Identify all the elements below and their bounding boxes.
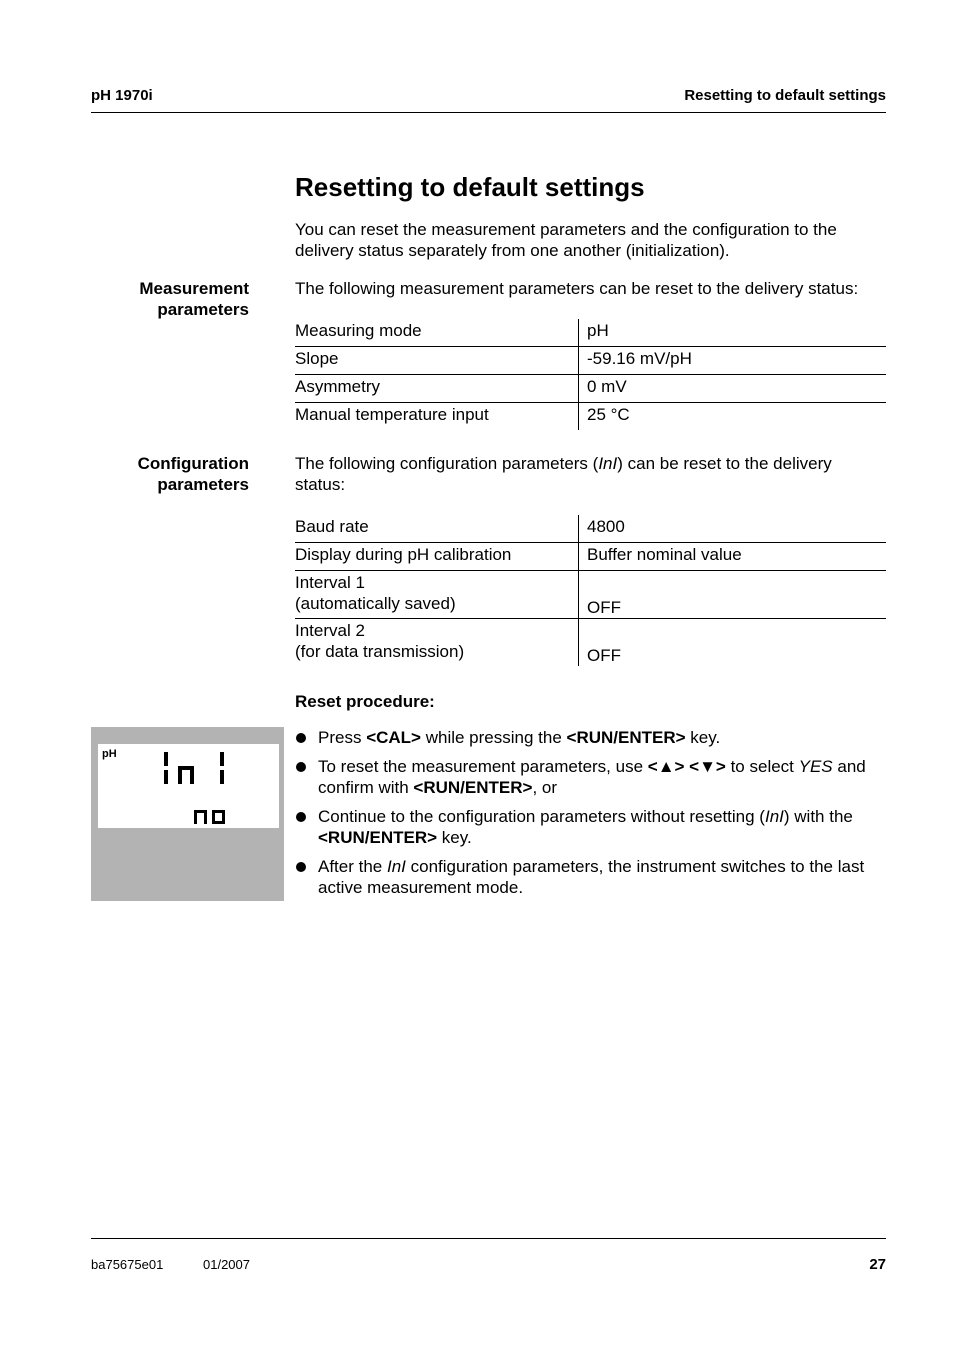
table-row (295, 403, 886, 431)
bullet-icon (296, 762, 306, 772)
param-name-line: (for data transmission) (295, 642, 465, 661)
configuration-text (295, 453, 885, 495)
text-run: Press (318, 728, 367, 747)
lcd-sub-segments (192, 809, 228, 825)
text-run-italic: InI (598, 454, 618, 473)
param-value: pH (587, 321, 609, 340)
lcd-unit-label: pH (102, 748, 117, 760)
text-run-italic: YES (798, 757, 833, 776)
text-run: After the (318, 857, 387, 876)
table-row (295, 619, 886, 667)
param-value: 4800 (587, 517, 625, 536)
footer-rule (91, 1238, 886, 1239)
param-name-line: (automatically saved) (295, 594, 456, 613)
param-value: 25 °C (579, 403, 887, 431)
header-rule (91, 112, 886, 113)
footer-doc-id: ba75675e01 (91, 1257, 164, 1272)
header-section-title: Resetting to default settings (684, 87, 886, 104)
lcd-main-segments (158, 748, 238, 788)
param-name: Slope (295, 347, 579, 375)
page-number: 27 (869, 1256, 886, 1273)
key-label: <RUN/ENTER> (566, 728, 686, 747)
param-name: Asymmetry (295, 375, 579, 403)
key-label: <CAL> (366, 728, 421, 747)
param-name: Measuring mode (295, 319, 579, 347)
text-run: while pressing the (420, 728, 567, 747)
text-run: and confirm with (318, 757, 866, 797)
lcd-screen (98, 744, 279, 828)
param-name (295, 619, 579, 667)
text-run-italic: InI (764, 807, 784, 826)
bullet-icon (296, 862, 306, 872)
intro-paragraph: You can reset the measurement parameters and the configuration to the delivery status separately from one another (initialization). (295, 220, 837, 260)
param-value: Buffer nominal value (579, 543, 887, 571)
text-run: ) with the (783, 807, 853, 826)
configuration-table (295, 515, 886, 666)
procedure-steps (295, 727, 885, 906)
side-label-line: Measurement (139, 279, 249, 298)
param-value: -59.16 mV/pH (579, 347, 887, 375)
param-value: OFF (579, 619, 887, 667)
param-name-line: Interval 1 (295, 573, 365, 592)
bullet-icon (296, 733, 306, 743)
side-label-configuration (69, 453, 249, 495)
table-row (295, 347, 886, 375)
text-run: to select (725, 757, 799, 776)
param-value: OFF (579, 571, 887, 619)
param-value: 0 mV (579, 375, 887, 403)
side-label-line: Configuration (137, 454, 249, 473)
text-run-italic: InI (386, 857, 406, 876)
param-name: Display during pH calibration (295, 543, 579, 571)
key-label: <RUN/ENTER> (318, 828, 438, 847)
page-title: Resetting to default settings (295, 172, 645, 202)
table-row (295, 319, 886, 347)
table-row (295, 515, 886, 543)
measurement-table (295, 319, 886, 430)
table-row (295, 543, 886, 571)
param-name: Baud rate (295, 515, 579, 543)
side-label-line: parameters (157, 300, 249, 319)
list-item (295, 727, 885, 748)
text-run: Continue to the configuration parameters without resetting ( (318, 807, 765, 826)
side-label-measurement (69, 278, 249, 320)
list-item (295, 856, 885, 898)
param-name: Manual temperature input (295, 403, 579, 431)
header-product: pH 1970i (91, 87, 153, 104)
bullet-icon (296, 812, 306, 822)
key-label: <RUN/ENTER> (413, 778, 533, 797)
list-item (295, 756, 885, 798)
text-run: ) can be reset to the delivery status: (295, 454, 832, 494)
instrument-display-panel (91, 727, 284, 901)
text-run: To reset the measurement parameters, use (318, 757, 648, 776)
table-row (295, 571, 886, 619)
text-run: The following configuration parameters ( (295, 454, 599, 473)
text-run: , or (532, 778, 558, 797)
key-label: <▲> <▼> (647, 757, 726, 776)
text-run: key. (437, 828, 472, 847)
footer-date: 01/2007 (203, 1257, 250, 1272)
list-item (295, 806, 885, 848)
procedure-heading: Reset procedure: (295, 692, 435, 711)
param-name (295, 571, 579, 619)
table-row (295, 375, 886, 403)
side-label-line: parameters (157, 475, 249, 494)
text-run: key. (685, 728, 721, 747)
param-name-line: Interval 2 (295, 621, 365, 640)
lcd-sub-text (98, 744, 99, 745)
text-run: configuration parameters, the instrument switches to the last active measurement mode. (318, 857, 865, 897)
measurement-text: The following measurement parameters can be reset to the delivery status: (295, 279, 859, 298)
